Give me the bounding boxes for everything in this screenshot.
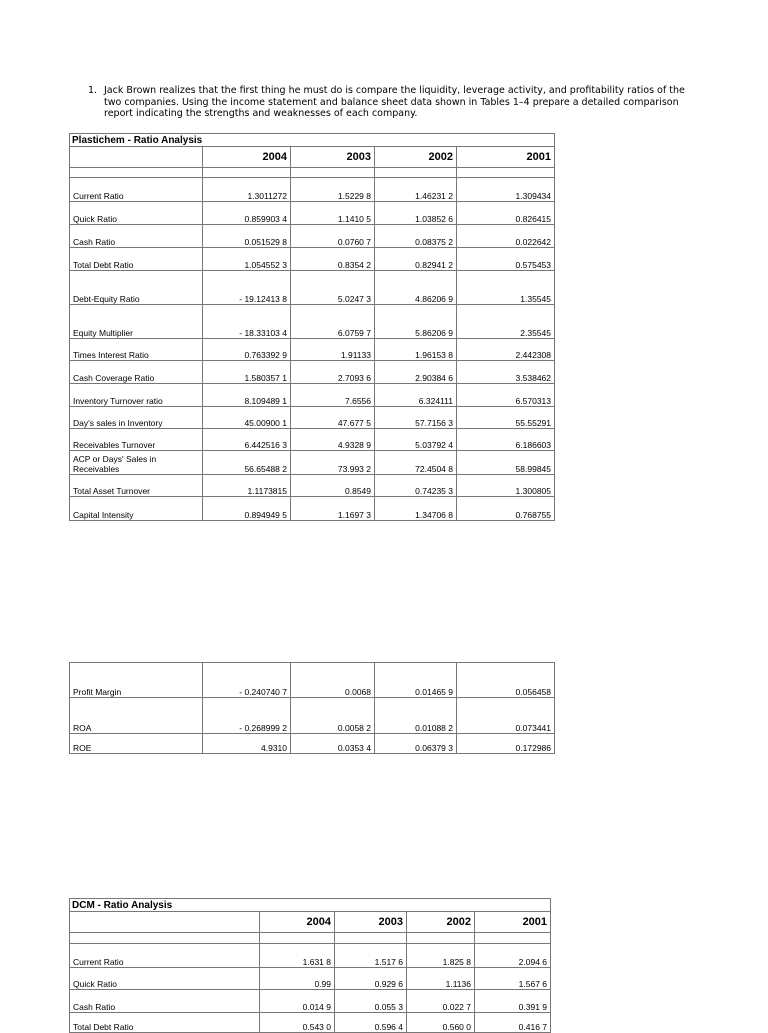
ratio-value: 1.300805 [457, 475, 555, 497]
ratio-label: Times Interest Ratio [70, 339, 203, 361]
ratio-value: 1.825 8 [407, 944, 475, 968]
ratio-value: 4.9328 9 [291, 429, 375, 451]
table-row [70, 990, 551, 1013]
year-header: 2002 [375, 147, 457, 168]
year-header-row [70, 912, 551, 933]
ratio-value: 0.99 [260, 968, 335, 990]
ratio-value: 0.01088 2 [375, 698, 457, 734]
table-row [70, 475, 555, 497]
ratio-value: 0.894949 5 [203, 497, 291, 521]
ratio-value: 0.768755 [457, 497, 555, 521]
ratio-value: 0.74235 3 [375, 475, 457, 497]
ratio-value: 1.309434 [457, 178, 555, 202]
ratio-label: Quick Ratio [70, 968, 260, 990]
ratio-value: 1.1173815 [203, 475, 291, 497]
header-blank-cell [70, 147, 203, 168]
ratio-value: 55.55291 [457, 407, 555, 429]
table-row [70, 384, 555, 407]
table-row [70, 225, 555, 248]
ratio-value: - 0.240740 7 [203, 663, 291, 698]
ratio-value: 2.094 6 [475, 944, 551, 968]
ratio-label: Total Asset Turnover [70, 475, 203, 497]
ratio-value: 0.0058 2 [291, 698, 375, 734]
ratio-value: 0.01465 9 [375, 663, 457, 698]
table-row [70, 1013, 551, 1033]
empty-cell [407, 933, 475, 944]
ratio-value: 0.172986 [457, 734, 555, 754]
ratio-value: 5.86206 9 [375, 305, 457, 339]
table-row [70, 202, 555, 225]
empty-cell [203, 168, 291, 178]
ratio-value: 2.442308 [457, 339, 555, 361]
ratio-value: 8.109489 1 [203, 384, 291, 407]
ratio-value: 73.993 2 [291, 451, 375, 475]
ratio-value: 0.82941 2 [375, 248, 457, 271]
ratio-value: 0.859903 4 [203, 202, 291, 225]
ratio-value: 5.0247 3 [291, 271, 375, 305]
question-text: Jack Brown realizes that the first thing he must do is compare the liquidity, leverage activity, and profitability ratios of the two companies. Using the income statement and balance sheet data shown in Tables 1–4 prepare a detailed comparison report indicating the strengths and weaknesses of each company. [104, 85, 685, 119]
ratio-value: 0.08375 2 [375, 225, 457, 248]
ratio-value: 0.596 4 [335, 1013, 407, 1033]
ratio-value: 0.051529 8 [203, 225, 291, 248]
ratio-value: 1.631 8 [260, 944, 335, 968]
ratio-value: 1.580357 1 [203, 361, 291, 384]
ratio-value: 7.6556 [291, 384, 375, 407]
ratio-value: 47.677 5 [291, 407, 375, 429]
ratio-label: Quick Ratio [70, 202, 203, 225]
year-header: 2001 [475, 912, 551, 933]
header-blank-cell [70, 912, 260, 933]
ratio-label: ROA [70, 698, 203, 734]
ratio-label: Cash Ratio [70, 225, 203, 248]
ratio-value: 0.0068 [291, 663, 375, 698]
empty-cell [70, 933, 260, 944]
year-header: 2004 [260, 912, 335, 933]
ratio-value: 1.1697 3 [291, 497, 375, 521]
ratio-label: Day's sales in Inventory [70, 407, 203, 429]
ratio-value: 0.575453 [457, 248, 555, 271]
ratio-value: 6.186603 [457, 429, 555, 451]
ratio-value: 1.3011272 [203, 178, 291, 202]
spacer-row [70, 933, 551, 944]
ratio-label: Cash Ratio [70, 990, 260, 1013]
ratio-value: 58.99845 [457, 451, 555, 475]
ratio-label: Equity Multiplier [70, 305, 203, 339]
ratio-label: Receivables Turnover [70, 429, 203, 451]
ratio-value: 6.442516 3 [203, 429, 291, 451]
dcm-ratio-table [69, 898, 551, 1033]
ratio-value: 0.0353 4 [291, 734, 375, 754]
ratio-value: 6.324111 [375, 384, 457, 407]
table-row [70, 271, 555, 305]
table-title: Plastichem - Ratio Analysis [70, 134, 555, 147]
year-header-row [70, 147, 555, 168]
empty-cell [70, 168, 203, 178]
ratio-label: Total Debt Ratio [70, 1013, 260, 1033]
ratio-value: 0.022 7 [407, 990, 475, 1013]
ratio-value: 0.929 6 [335, 968, 407, 990]
table-row [70, 663, 555, 698]
year-header: 2001 [457, 147, 555, 168]
year-header: 2003 [291, 147, 375, 168]
ratio-value: - 0.268999 2 [203, 698, 291, 734]
table-row [70, 339, 555, 361]
ratio-label: Inventory Turnover ratio [70, 384, 203, 407]
year-header: 2004 [203, 147, 291, 168]
empty-cell [335, 933, 407, 944]
ratio-label: ROE [70, 734, 203, 754]
ratio-label: Current Ratio [70, 178, 203, 202]
table-title: DCM - Ratio Analysis [70, 899, 551, 912]
ratio-value: 72.4504 8 [375, 451, 457, 475]
empty-cell [457, 168, 555, 178]
ratio-label: Cash Coverage Ratio [70, 361, 203, 384]
table-row [70, 248, 555, 271]
ratio-value: 1.1136 [407, 968, 475, 990]
ratio-value: - 18.33103 4 [203, 305, 291, 339]
ratio-value: 1.96153 8 [375, 339, 457, 361]
ratio-value: 0.0760 7 [291, 225, 375, 248]
ratio-value: 2.35545 [457, 305, 555, 339]
ratio-value: 1.054552 3 [203, 248, 291, 271]
ratio-value: 4.86206 9 [375, 271, 457, 305]
empty-cell [291, 168, 375, 178]
ratio-value: 0.056458 [457, 663, 555, 698]
ratio-value: 1.567 6 [475, 968, 551, 990]
ratio-value: 2.90384 6 [375, 361, 457, 384]
question-1 [88, 85, 698, 120]
ratio-value: 0.8549 [291, 475, 375, 497]
ratio-label: Current Ratio [70, 944, 260, 968]
ratio-value: 0.763392 9 [203, 339, 291, 361]
plastichem-profitability-table [69, 662, 555, 754]
ratio-value: 1.35545 [457, 271, 555, 305]
ratio-value: 0.543 0 [260, 1013, 335, 1033]
table-row [70, 178, 555, 202]
ratio-value: 4.9310 [203, 734, 291, 754]
empty-cell [375, 168, 457, 178]
ratio-label: Debt-Equity Ratio [70, 271, 203, 305]
ratio-label: ACP or Days' Sales in Receivables [70, 451, 203, 475]
ratio-value: 2.7093 6 [291, 361, 375, 384]
table-row [70, 968, 551, 990]
table-row [70, 944, 551, 968]
ratio-label: Profit Margin [70, 663, 203, 698]
ratio-value: 0.055 3 [335, 990, 407, 1013]
ratio-value: 1.1410 5 [291, 202, 375, 225]
ratio-value: 3.538462 [457, 361, 555, 384]
ratio-value: 0.560 0 [407, 1013, 475, 1033]
spacer-row [70, 168, 555, 178]
table-row [70, 734, 555, 754]
ratio-value: 1.46231 2 [375, 178, 457, 202]
ratio-value: 0.073441 [457, 698, 555, 734]
ratio-value: 0.014 9 [260, 990, 335, 1013]
table-row [70, 361, 555, 384]
question-number: 1. [88, 85, 98, 96]
ratio-value: 0.8354 2 [291, 248, 375, 271]
table-row [70, 698, 555, 734]
year-header: 2003 [335, 912, 407, 933]
ratio-label: Capital Intensity [70, 497, 203, 521]
ratio-value: 56.65488 2 [203, 451, 291, 475]
ratio-value: 0.416 7 [475, 1013, 551, 1033]
ratio-value: 6.0759 7 [291, 305, 375, 339]
ratio-value: 45.00900 1 [203, 407, 291, 429]
table-row [70, 305, 555, 339]
ratio-value: 1.5229 8 [291, 178, 375, 202]
ratio-value: 5.03792 4 [375, 429, 457, 451]
ratio-value: 1.34706 8 [375, 497, 457, 521]
ratio-value: 57.7156 3 [375, 407, 457, 429]
ratio-value: 1.91133 [291, 339, 375, 361]
year-header: 2002 [407, 912, 475, 933]
ratio-value: 6.570313 [457, 384, 555, 407]
ratio-value: 0.06379 3 [375, 734, 457, 754]
ratio-label: Total Debt Ratio [70, 248, 203, 271]
ratio-value: 1.03852 6 [375, 202, 457, 225]
plastichem-ratio-table [69, 133, 555, 521]
ratio-value: 0.022642 [457, 225, 555, 248]
ratio-value: 1.517 6 [335, 944, 407, 968]
table-row [70, 497, 555, 521]
ratio-value: - 19.12413 8 [203, 271, 291, 305]
ratio-value: 0.391 9 [475, 990, 551, 1013]
empty-cell [260, 933, 335, 944]
table-title-row [70, 134, 555, 147]
table-row [70, 451, 555, 475]
empty-cell [475, 933, 551, 944]
table-title-row [70, 899, 551, 912]
table-row [70, 429, 555, 451]
table-row [70, 407, 555, 429]
ratio-value: 0.826415 [457, 202, 555, 225]
